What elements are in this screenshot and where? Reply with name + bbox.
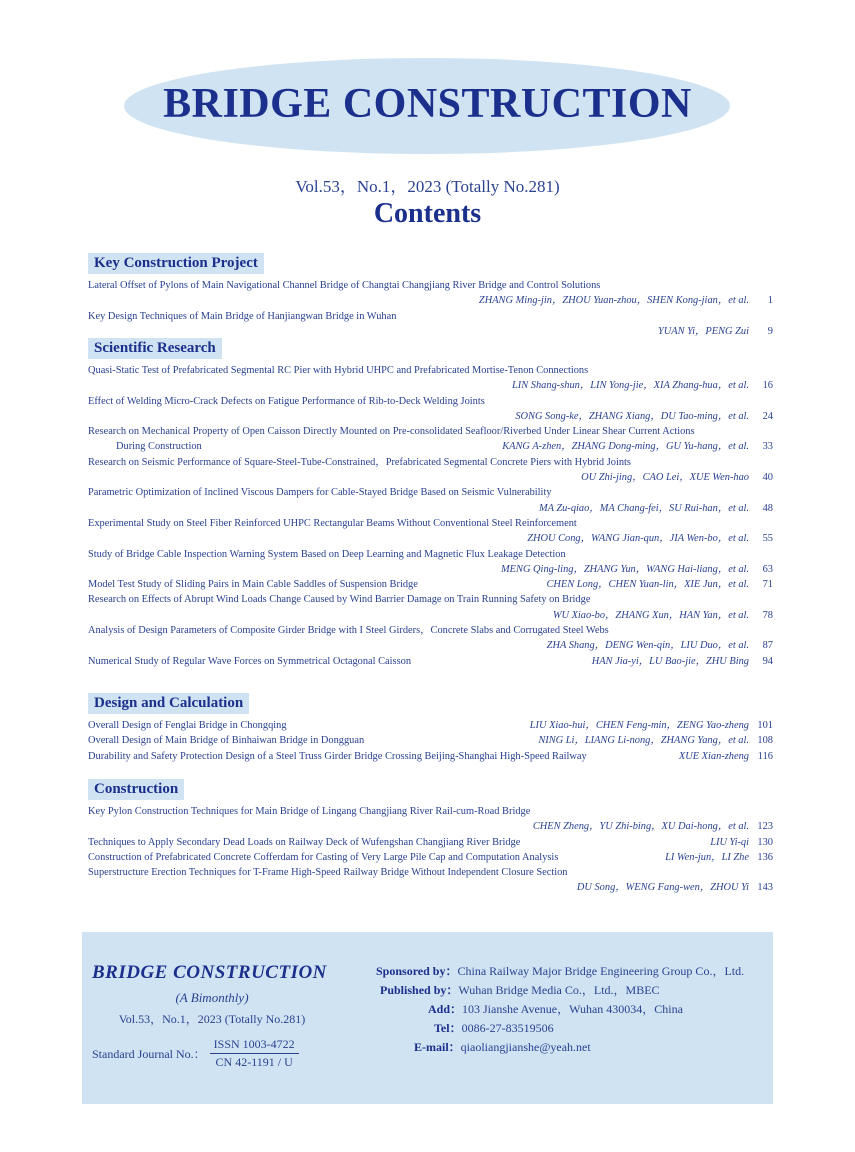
tel-line: [372, 1019, 772, 1038]
entry-page: 78: [762, 609, 773, 621]
issn: ISSN 1003-4722: [210, 1037, 299, 1054]
entry-authors: NING Li，LIANG Li-nong，ZHANG Yang，et al.: [538, 735, 749, 747]
footer-journal-title: BRIDGE CONSTRUCTION: [92, 962, 327, 983]
entry-authors: HAN Jia-yi，LU Bao-jie，ZHU Bing: [591, 655, 749, 667]
section: [88, 253, 773, 339]
entry-byline: [88, 324, 773, 339]
entry-title: Research on Seismic Performance of Square-Steel-Tube-Constrained，Prefabricated Segmental Concrete Piers with Hybrid Joints: [88, 456, 631, 468]
entry-byline: [88, 378, 773, 393]
published-line: [372, 981, 772, 1000]
tel-label: Tel：: [434, 1021, 462, 1035]
journal-title: BRIDGE CONSTRUCTION: [163, 81, 692, 127]
entry-authors: CHEN Long，CHEN Yuan-lin，XIE Jun，et al.: [546, 579, 749, 591]
toc-entry: [88, 394, 773, 425]
email-line: [372, 1038, 772, 1057]
entry-byline: [88, 470, 773, 485]
entry-byline: [88, 562, 773, 577]
entry-page: 9: [767, 325, 773, 337]
entry-authors: ZHOU Cong，WANG Jian-qun，JIA Wen-bo，et al.: [527, 533, 749, 545]
toc-entry: [88, 363, 773, 394]
entry-title: Experimental Study on Steel Fiber Reinforced UHPC Rectangular Beams Without Conventional Steel Reinforcement: [88, 517, 577, 529]
entry-title: Model Test Study of Sliding Pairs in Main Cable Saddles of Suspension Bridge: [88, 579, 418, 591]
entry-page: 101: [757, 720, 773, 731]
entry-page: 87: [762, 640, 773, 652]
entry-title: Quasi-Static Test of Prefabricated Segmental RC Pier with Hybrid UHPC and Prefabricated Mortise-Tenon Connections: [88, 365, 589, 376]
entry-authors: WU Xiao-bo，ZHANG Xun，HAN Yan，et al.: [552, 609, 749, 621]
email-value: qiaoliangjianshe@yeah.net: [460, 1040, 591, 1054]
entry-page: 123: [757, 821, 773, 833]
standard-journal-no: [92, 1037, 342, 1070]
entry-title: Lateral Offset of Pylons of Main Navigational Channel Bridge of Changtai Changjiang River Bridge and Control Solutions: [88, 280, 601, 291]
entry-byline: [679, 749, 773, 764]
toc-entry: [88, 485, 773, 516]
entry-authors: ZHA Shang，DENG Wen-qin，LIU Duo，et al.: [546, 640, 749, 652]
entry-title: Construction of Prefabricated Concrete Cofferdam for Casting of Very Large Pile Cap and Computation Analysis: [88, 851, 559, 863]
section: [88, 779, 773, 896]
entry-authors: LIN Shang-shun，LIN Yong-jie，XIA Zhang-hua，et al.: [512, 380, 749, 392]
entry-byline: [592, 654, 773, 669]
std-numbers: [210, 1037, 299, 1070]
section-heading: Key Construction Project: [88, 253, 264, 274]
footer-frequency: (A Bimonthly): [175, 990, 249, 1005]
entry-page: 136: [757, 851, 773, 863]
entry-authors: MA Zu-qiao，MA Chang-fei，SU Rui-han，et al.: [538, 502, 749, 514]
entry-page: 116: [757, 750, 773, 762]
section: [88, 338, 773, 669]
email-label: E-mail：: [414, 1040, 461, 1054]
add-label: Add：: [428, 1002, 463, 1016]
entry-title: Research on Effects of Abrupt Wind Loads Change Caused by Wind Barrier Damage on Train Running Safety on Bridge: [88, 594, 591, 606]
entry-byline: [88, 638, 773, 653]
entry-authors: XUE Xian-zheng: [678, 750, 749, 762]
entry-page: 24: [762, 410, 773, 422]
tel-value: 0086-27-83519506: [461, 1021, 554, 1035]
entry-authors: SONG Song-ke，ZHANG Xiang，DU Tao-ming，et al.: [515, 410, 749, 422]
entry-byline: [88, 819, 773, 834]
entry-authors: OU Zhi-jing，CAO Lei，XUE Wen-hao: [581, 472, 749, 484]
entry-authors: LI Wen-jun，LI Zhe: [665, 851, 749, 863]
entry-title: Key Pylon Construction Techniques for Main Bridge of Lingang Changjiang River Rail-cum-Road Bridge: [88, 806, 531, 817]
section-heading: Construction: [88, 779, 184, 800]
toc-entry: [88, 654, 773, 669]
entry-byline: [502, 439, 773, 454]
entry-byline: [88, 409, 773, 424]
entry-title: Overall Design of Main Bridge of Binhaiwan Bridge in Dongguan: [88, 735, 365, 747]
entry-byline: [710, 835, 773, 850]
footer-volume-line: Vol.53，No.1，2023 (Totally No.281): [118, 1012, 306, 1026]
toc-entry: [88, 278, 773, 309]
entry-title: Analysis of Design Parameters of Composite Girder Bridge with I Steel Girders，Concrete Slabs and Corrugated Steel Webs: [88, 625, 609, 637]
entry-title-cont: During Construction: [116, 441, 202, 453]
entry-byline: [88, 293, 773, 308]
entry-byline: [88, 501, 773, 516]
toc-entry: [88, 749, 773, 764]
entry-authors: MENG Qing-ling，ZHANG Yun，WANG Hai-liang，et al.: [501, 563, 749, 575]
entry-byline: [88, 880, 773, 895]
entry-title: Durability and Safety Protection Design of a Steel Truss Girder Bridge Crossing Beijing-Shanghai High-Speed Railway: [88, 750, 587, 762]
entry-page: 94: [762, 655, 773, 667]
toc-entry: [88, 865, 773, 896]
entry-title: Techniques to Apply Secondary Dead Loads on Railway Deck of Wufengshan Changjiang River Bridge: [88, 836, 521, 848]
toc-entry: [88, 455, 773, 486]
contents-heading: Contents: [373, 198, 482, 229]
cn-number: CN 42-1191 / U: [215, 1055, 293, 1069]
entry-byline: [538, 733, 773, 748]
entry-page: 63: [762, 563, 773, 575]
entry-page: 33: [762, 441, 773, 453]
toc-entry: [88, 623, 773, 654]
entry-title: Study of Bridge Cable Inspection Warning System Based on Deep Learning and Magnetic Flux Leakage Detection: [88, 548, 566, 560]
published-value: Wuhan Bridge Media Co.，Ltd.，MBEC: [458, 983, 660, 997]
section-heading: Design and Calculation: [88, 693, 249, 714]
entry-title: Numerical Study of Regular Wave Forces on Symmetrical Octagonal Caisson: [88, 655, 412, 667]
section-heading: Scientific Research: [88, 338, 222, 359]
entry-authors: LIU Yi-qi: [710, 836, 749, 848]
entry-page: 108: [757, 735, 773, 747]
add-value: 103 Jianshe Avenue，Wuhan 430034，China: [462, 1002, 683, 1016]
volume-line: Vol.53，No.1，2023 (Totally No.281): [295, 177, 560, 196]
entry-authors: LIU Xiao-hui，CHEN Feng-min，ZENG Yao-zheng: [529, 720, 749, 731]
entry-authors: DU Song，WENG Fang-wen，ZHOU Yi: [576, 882, 749, 894]
entry-title: Key Design Techniques of Main Bridge of Hanjiangwan Bridge in Wuhan: [88, 310, 397, 322]
toc-entry: [88, 547, 773, 578]
entry-page: 48: [762, 502, 773, 514]
sponsored-line: [372, 962, 772, 981]
entry-title: Superstructure Erection Techniques for T-Frame High-Speed Railway Bridge Without Independent Closure Section: [88, 867, 568, 879]
entry-page: 55: [762, 533, 773, 545]
toc-entry: [88, 804, 773, 835]
toc-entry: [88, 850, 773, 865]
entry-page: 16: [762, 380, 773, 392]
std-label: Standard Journal No.：: [92, 1047, 206, 1061]
entry-title: Effect of Welding Micro-Crack Defects on Fatigue Performance of Rib-to-Deck Welding Joints: [88, 395, 485, 407]
footer-right: [372, 962, 772, 1057]
toc-entry: [88, 516, 773, 547]
entry-title: Parametric Optimization of Inclined Viscous Dampers for Cable-Stayed Bridge Based on Seismic Vulnerability: [88, 487, 552, 499]
entry-page: 40: [762, 472, 773, 484]
entry-byline: [88, 531, 773, 546]
entry-page: 1: [767, 295, 773, 307]
toc-entry: [88, 309, 773, 340]
footer-left: [92, 962, 342, 1070]
sponsored-value: China Railway Major Bridge Engineering Group Co.，Ltd.: [457, 964, 745, 978]
section: [88, 693, 773, 764]
entry-page: 143: [757, 882, 773, 894]
toc-entry: [88, 835, 773, 850]
entry-page: 130: [757, 836, 773, 848]
entry-authors: ZHANG Ming-jin，ZHOU Yuan-zhou，SHEN Kong-jian，et al.: [478, 295, 749, 307]
toc-entry: [88, 592, 773, 623]
toc-entry: [88, 424, 773, 455]
toc-entry: [88, 718, 773, 733]
entry-byline: [665, 850, 773, 865]
published-label: Published by：: [380, 983, 459, 997]
toc-entry: [88, 577, 773, 592]
entry-authors: YUAN Yi，PENG Zui: [657, 325, 749, 337]
entry-page: 71: [762, 579, 773, 591]
sponsored-label: Sponsored by：: [376, 964, 458, 978]
entry-title: Overall Design of Fenglai Bridge in Chongqing: [88, 720, 287, 731]
entry-byline: [530, 718, 773, 733]
entry-authors: CHEN Zheng，YU Zhi-bing，XU Dai-hong，et al.: [532, 821, 749, 833]
entry-title: Research on Mechanical Property of Open Caisson Directly Mounted on Pre-consolidated Seafloor/Riverbed Under Linear Shear Current Actions: [88, 426, 695, 438]
toc-entry: [88, 733, 773, 748]
entry-byline: [88, 608, 773, 623]
address-line: [372, 1000, 772, 1019]
entry-byline: [546, 577, 773, 592]
entry-authors: KANG A-zhen，ZHANG Dong-ming，GU Yu-hang，et al.: [502, 441, 749, 453]
